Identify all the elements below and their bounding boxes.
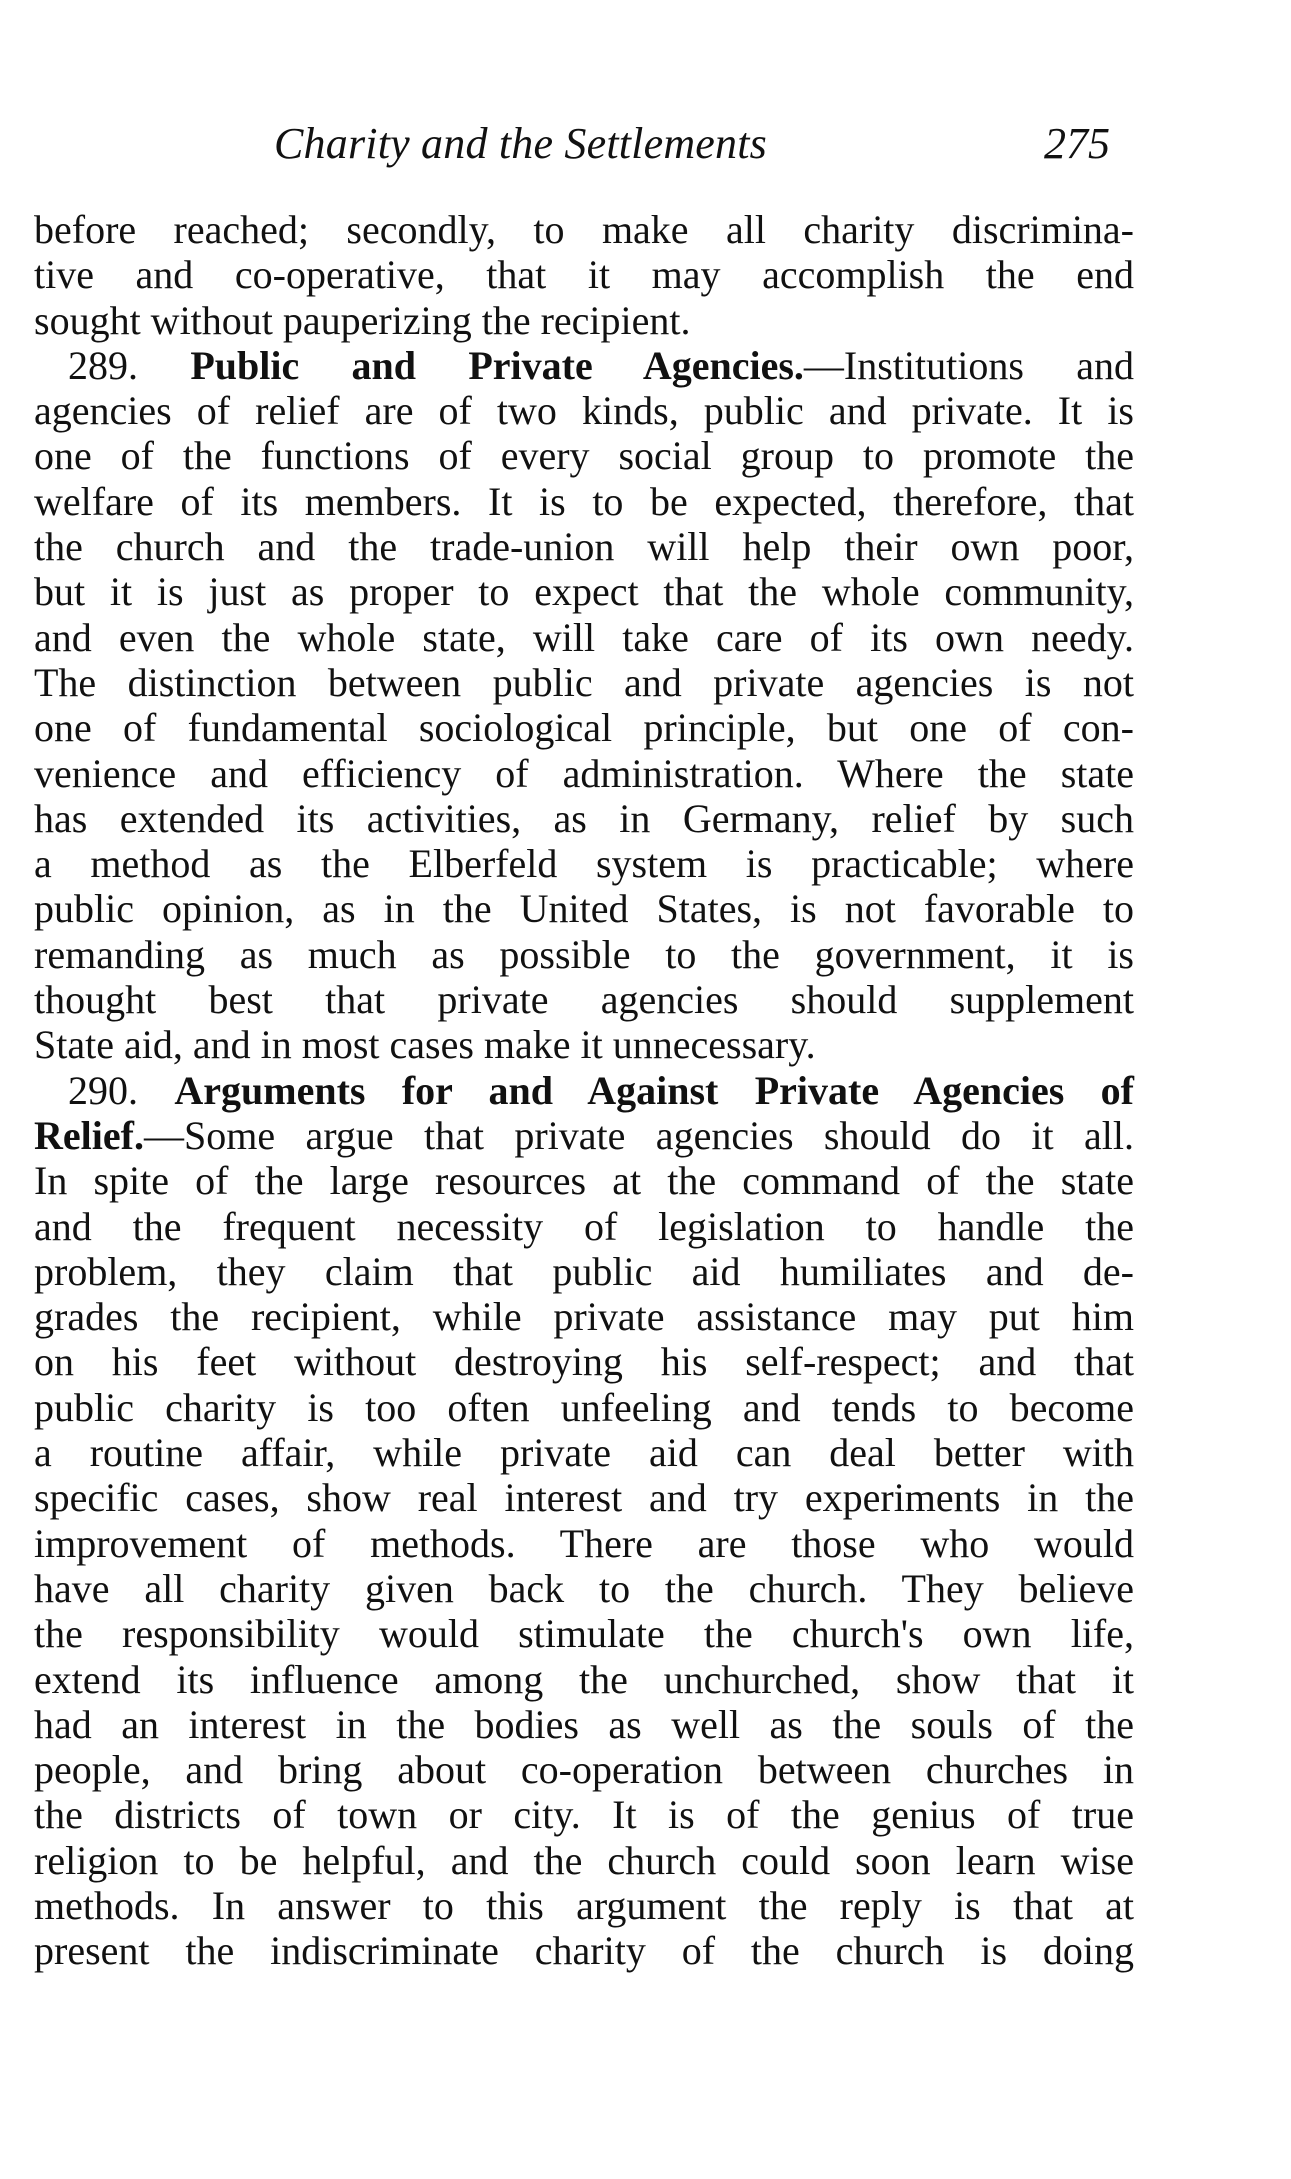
- text-line: people, and bring about co-operation between churches in: [34, 1747, 1134, 1793]
- text-line: before reached; secondly, to make all charity discrimina-: [34, 207, 1134, 252]
- text-line: improvement of methods. There are those who would: [34, 1520, 1134, 1566]
- text-line: on his feet without destroying his self-respect; and that: [34, 1339, 1134, 1385]
- text-line: problem, they claim that public aid humiliates and de-: [34, 1248, 1134, 1294]
- section-number: 289.: [68, 342, 138, 388]
- running-title: Charity and the Settlements: [274, 119, 767, 168]
- section-heading: Public and Private Agencies.: [190, 342, 804, 388]
- text-line: welfare of its members. It is to be expected, therefore, that: [34, 478, 1134, 524]
- body-text: [34, 207, 1134, 1974]
- text-line: tive and co-operative, that it may accomplish the end: [34, 252, 1134, 298]
- text-line: the responsibility would stimulate the church's own life,: [34, 1611, 1134, 1657]
- text-line: public charity is too often unfeeling and tends to become: [34, 1384, 1134, 1430]
- section-number: 290.: [68, 1067, 138, 1113]
- section-heading: Relief.: [34, 1112, 144, 1158]
- text-line: and the frequent necessity of legislation to handle the: [34, 1203, 1134, 1249]
- text-line: a method as the Elberfeld system is practicable; where: [34, 841, 1134, 887]
- text-line: one of the functions of every social group to promote the: [34, 433, 1134, 479]
- text-run: —Institutions and: [803, 342, 1135, 388]
- text-line: a routine affair, while private aid can deal better with: [34, 1430, 1134, 1476]
- section-289-heading-line: [34, 343, 1134, 388]
- text-line: extend its influence among the unchurched, show that it: [34, 1656, 1134, 1702]
- text-line: has extended its activities, as in Germany, relief by such: [34, 795, 1134, 841]
- section-heading: Arguments for and Against Private Agencies of: [174, 1067, 1134, 1113]
- text-line: present the indiscriminate charity of the church is doing: [34, 1928, 1134, 1974]
- text-line: sought without pauperizing the recipient.: [34, 297, 691, 343]
- text-line: the districts of town or city. It is of the genius of true: [34, 1792, 1134, 1838]
- page-number: 275: [1044, 119, 1110, 168]
- text-line: one of fundamental sociological principle, but one of con-: [34, 705, 1134, 751]
- text-line: agencies of relief are of two kinds, public and private. It is: [34, 388, 1134, 434]
- text-line: the church and the trade-union will help their own poor,: [34, 524, 1134, 570]
- section-290-heading-line: [34, 1068, 1134, 1113]
- text-line: venience and efficiency of administration. Where the state: [34, 750, 1134, 796]
- text-line: religion to be helpful, and the church could soon learn wise: [34, 1837, 1134, 1883]
- text-line: have all charity given back to the church. They believe: [34, 1565, 1134, 1611]
- text-line: public opinion, as in the United States, is not favorable to: [34, 886, 1134, 932]
- text-line: methods. In answer to this argument the reply is that at: [34, 1882, 1134, 1928]
- text-line: had an interest in the bodies as well as the souls of the: [34, 1701, 1134, 1747]
- section-290-heading-continued: [34, 1113, 1134, 1158]
- text-line: grades the recipient, while private assistance may put him: [34, 1294, 1134, 1340]
- running-head: [34, 118, 1134, 178]
- text-line: remanding as much as possible to the government, it is: [34, 931, 1134, 977]
- text-line: thought best that private agencies should supplement: [34, 977, 1134, 1023]
- text-line: State aid, and in most cases make it unnecessary.: [34, 1022, 816, 1068]
- text-line: but it is just as proper to expect that the whole community,: [34, 569, 1134, 615]
- text-line: specific cases, show real interest and try experiments in the: [34, 1475, 1134, 1521]
- text-run: —Some argue that private agencies should do it all.: [143, 1112, 1134, 1158]
- text-line: The distinction between public and private agencies is not: [34, 659, 1134, 705]
- text-line: and even the whole state, will take care of its own needy.: [34, 614, 1134, 660]
- text-line: In spite of the large resources at the command of the state: [34, 1158, 1134, 1204]
